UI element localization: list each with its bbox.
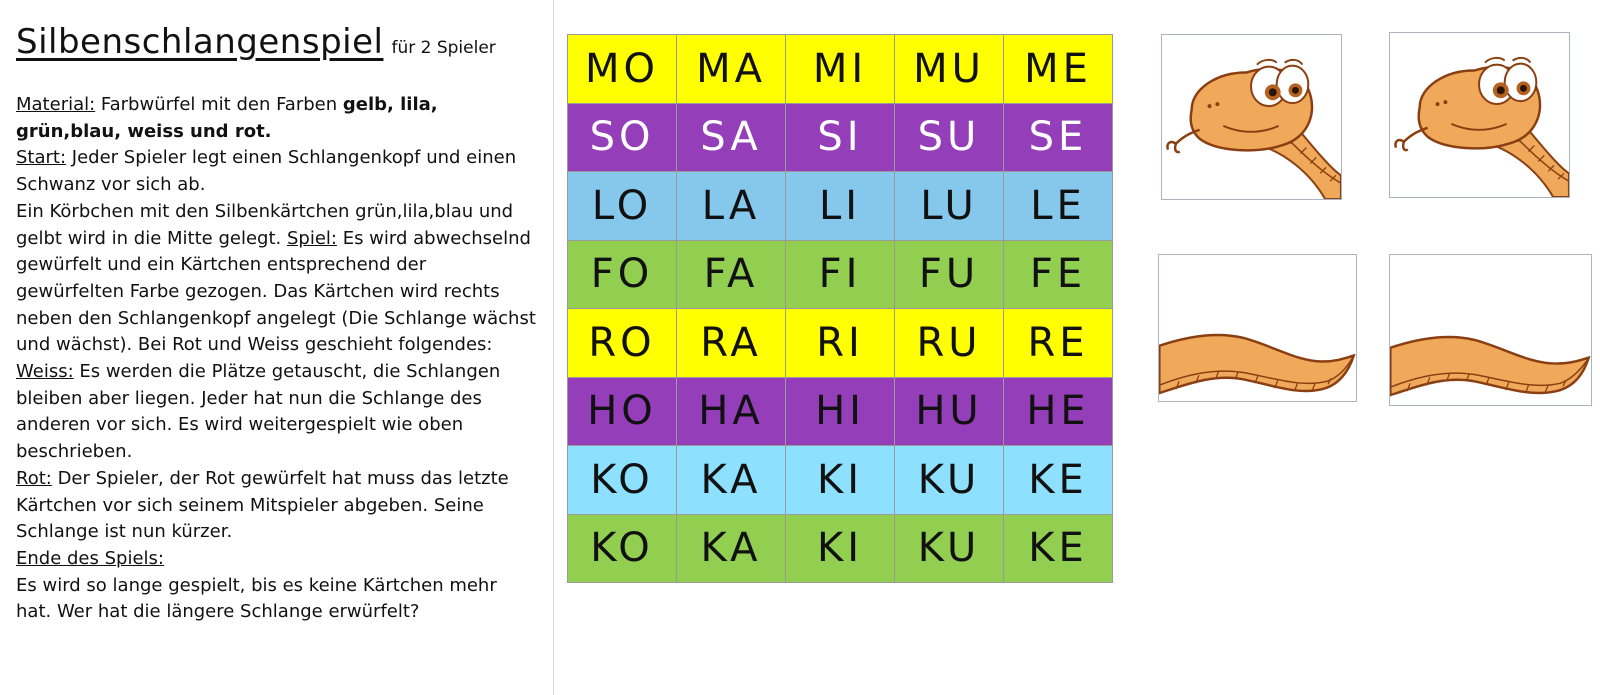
- syllable-card: HU: [895, 378, 1004, 447]
- snake-tail-icon: [1390, 255, 1591, 405]
- material-paragraph: [16, 92, 537, 145]
- syllable-card: FA: [677, 241, 786, 310]
- syllable-card: KA: [677, 515, 786, 584]
- syllable-card: LE: [1004, 172, 1113, 241]
- syllable-card: RO: [568, 309, 677, 378]
- syllable-grid: [567, 34, 1113, 583]
- syllable-card: LU: [895, 172, 1004, 241]
- ende-heading: [16, 546, 537, 573]
- syllable-card: HI: [786, 378, 895, 447]
- syllable-card: SU: [895, 104, 1004, 173]
- syllable-card: KO: [568, 515, 677, 584]
- weiss-paragraph: [16, 359, 537, 466]
- snake-head-icon: [1162, 35, 1341, 199]
- syllable-card: RI: [786, 309, 895, 378]
- weiss-text: Es werden die Plätze getauscht, die Schlangen bleiben aber liegen. Jeder hat nun die Schlange des anderen vor sich. Es wird weitergespielt wie oben beschrieben.: [16, 361, 501, 463]
- syllable-card: MO: [568, 35, 677, 104]
- syllable-card: MA: [677, 35, 786, 104]
- material-text: Farbwürfel mit den Farben: [95, 94, 343, 115]
- spiel-text: Es wird abwechselnd gewürfelt und ein Kärtchen entsprechend der gewürfelten Farbe gezogen. Das Kärtchen wird rechts neben den Schlangenkopf angelegt (Die Schlange wächst und wächst). Bei Rot und Weiss geschieht folgendes:: [16, 227, 536, 356]
- syllable-card: SE: [1004, 104, 1113, 173]
- syllable-card: MI: [786, 35, 895, 104]
- syllable-card: KE: [1004, 446, 1113, 515]
- rot-label: Rot:: [16, 467, 52, 489]
- syllable-card: SO: [568, 104, 677, 173]
- start-text: Jeder Spieler legt einen Schlangenkopf und einen Schwanz vor sich ab.: [16, 147, 517, 196]
- snake-tail-card-2: [1389, 254, 1592, 406]
- syllable-card: HO: [568, 378, 677, 447]
- instructions-panel: [0, 0, 554, 695]
- syllable-card: FI: [786, 241, 895, 310]
- snake-head-icon: [1390, 33, 1569, 197]
- syllable-card: FO: [568, 241, 677, 310]
- ende-text: Es wird so lange gespielt, bis es keine Kärtchen mehr hat. Wer hat die längere Schlange erwürfelt?: [16, 574, 497, 623]
- syllable-card: ME: [1004, 35, 1113, 104]
- syllable-card: RA: [677, 309, 786, 378]
- syllable-card: KO: [568, 446, 677, 515]
- syllable-card: SA: [677, 104, 786, 173]
- syllable-card: LA: [677, 172, 786, 241]
- syllable-card: KE: [1004, 515, 1113, 584]
- page-title: Silbenschlangenspiel: [16, 22, 384, 62]
- spiel-label: Spiel:: [286, 227, 337, 249]
- syllable-card: KU: [895, 446, 1004, 515]
- rot-text: Der Spieler, der Rot gewürfelt hat muss das letzte Kärtchen vor sich seinem Mitspieler abgeben. Seine Schlange ist nun kürzer.: [16, 467, 509, 543]
- snake-tail-card-1: [1158, 254, 1357, 402]
- syllable-card: RU: [895, 309, 1004, 378]
- basket-text: Ein Körbchen mit den Silbenkärtchen grün,lila,blau und gelbt wird in die Mitte gelegt.: [16, 200, 514, 249]
- rules-text: [16, 92, 537, 626]
- basket-paragraph: [16, 199, 537, 359]
- material-label: Material:: [16, 94, 96, 115]
- material-colors: gelb, lila, grün,blau, weiss und rot.: [16, 94, 438, 142]
- syllable-card: KU: [895, 515, 1004, 584]
- rot-paragraph: [16, 466, 537, 546]
- snake-head-card-1: [1161, 34, 1342, 200]
- start-label: Start:: [16, 147, 67, 169]
- weiss-label: Weiss:: [16, 361, 74, 383]
- snake-tail-icon: [1159, 255, 1356, 401]
- syllable-card: FE: [1004, 241, 1113, 310]
- ende-paragraph: [16, 573, 537, 626]
- syllable-card: KI: [786, 515, 895, 584]
- syllable-card: HE: [1004, 378, 1113, 447]
- title-line: [16, 22, 537, 62]
- syllable-card: HA: [677, 378, 786, 447]
- start-paragraph: [16, 145, 537, 198]
- snake-head-card-2: [1389, 32, 1570, 198]
- ende-label: Ende des Spiels:: [16, 547, 164, 569]
- syllable-card: MU: [895, 35, 1004, 104]
- syllable-card: LI: [786, 172, 895, 241]
- syllable-card: FU: [895, 241, 1004, 310]
- syllable-card: KA: [677, 446, 786, 515]
- syllable-card: KI: [786, 446, 895, 515]
- syllable-card: RE: [1004, 309, 1113, 378]
- page-subtitle: für 2 Spieler: [391, 38, 496, 58]
- syllable-card: LO: [568, 172, 677, 241]
- syllable-card: SI: [786, 104, 895, 173]
